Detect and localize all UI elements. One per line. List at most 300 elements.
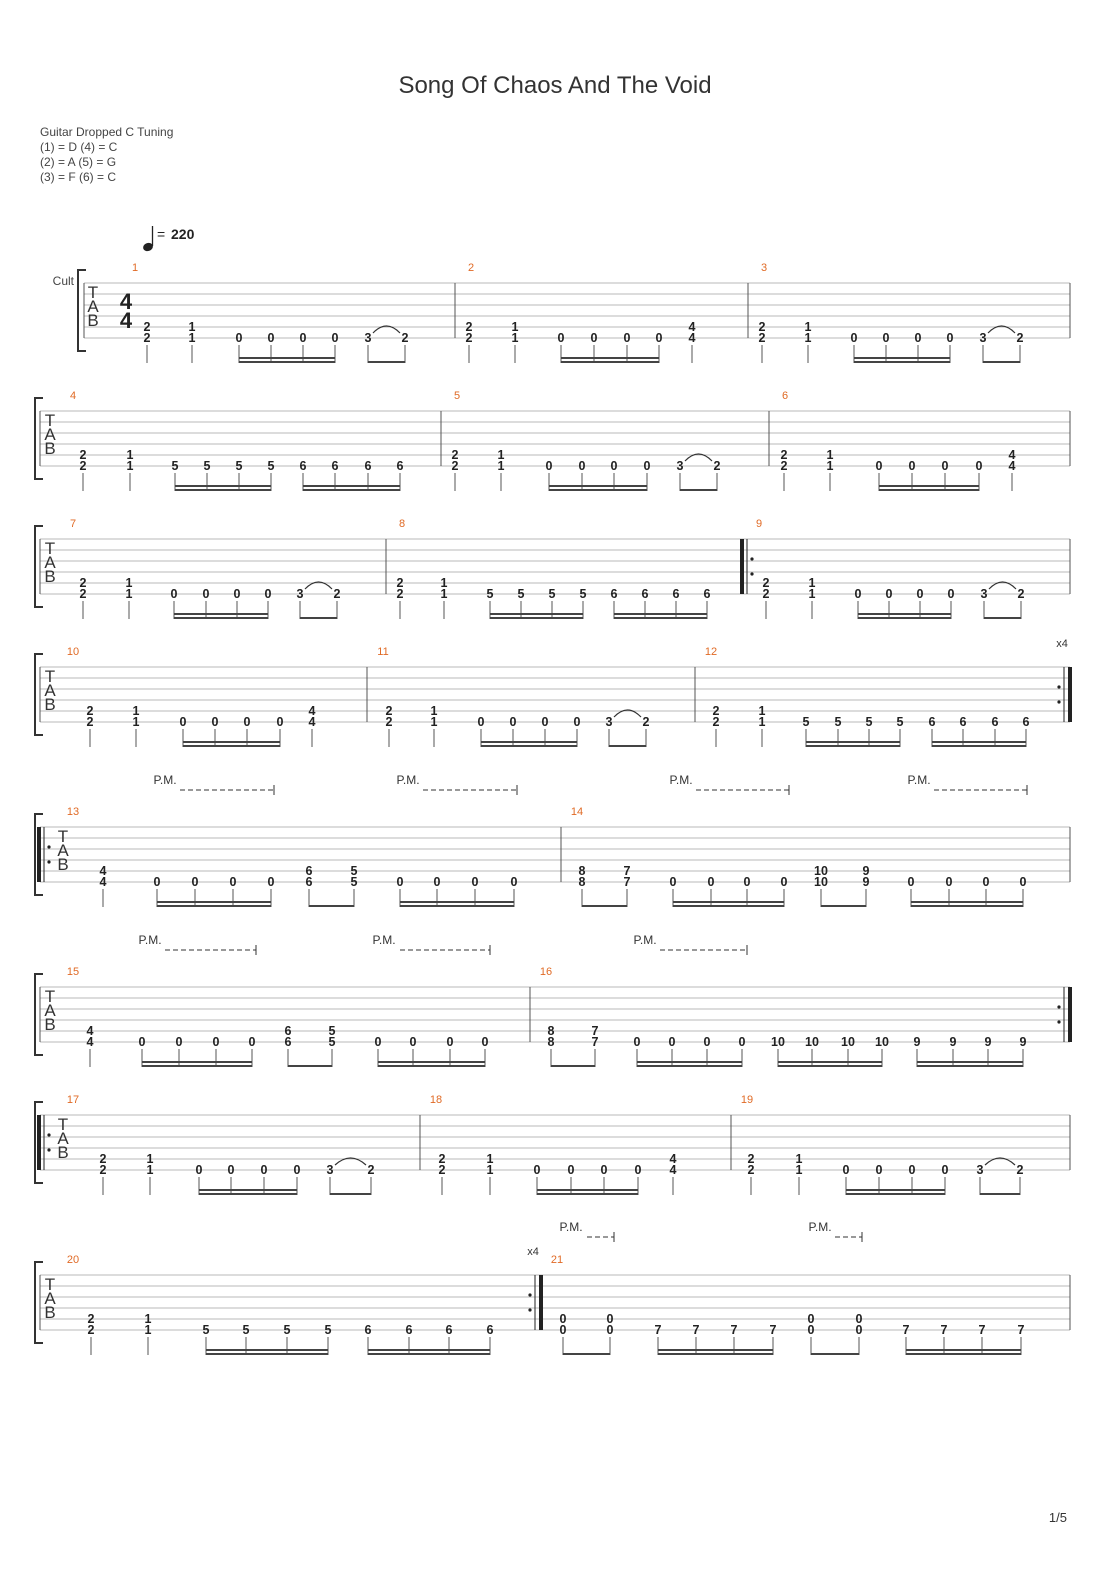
palm-mute-label: P.M. xyxy=(633,933,657,947)
fret-number: 4 xyxy=(86,1024,94,1038)
repeat-dot xyxy=(47,1148,50,1151)
tab-system xyxy=(35,518,1070,619)
fret-number: 7 xyxy=(769,1323,777,1337)
fret-number: 10 xyxy=(771,1035,785,1049)
fret-number: 0 xyxy=(703,1035,711,1049)
beam xyxy=(932,741,1026,743)
fret-number: 7 xyxy=(940,1323,948,1337)
fret-number: 2 xyxy=(758,331,766,345)
fret-number: 3 xyxy=(979,331,987,345)
fret-number: 3 xyxy=(364,331,372,345)
repeat-dot xyxy=(1057,1020,1060,1023)
fret-number: 5 xyxy=(324,1323,332,1337)
fret-number: 5 xyxy=(834,715,842,729)
fret-number: 0 xyxy=(738,1035,746,1049)
fret-number: 0 xyxy=(481,1035,489,1049)
beam xyxy=(658,1353,773,1355)
fret-number: 4 xyxy=(99,875,107,889)
fret-number: 9 xyxy=(862,875,870,889)
fret-number: 2 xyxy=(396,576,404,590)
fret-number: 0 xyxy=(557,331,565,345)
fret-number: 0 xyxy=(578,459,586,473)
fret-number: 0 xyxy=(264,587,272,601)
fret-number: 5 xyxy=(171,459,179,473)
fret-number: 2 xyxy=(438,1163,446,1177)
fret-number: 10 xyxy=(814,864,828,878)
tab-system xyxy=(35,773,1070,907)
fret-number: 0 xyxy=(855,1323,863,1337)
fret-number: 5 xyxy=(328,1035,336,1049)
measure-number: 7 xyxy=(69,518,77,530)
fret-number: 0 xyxy=(807,1323,815,1337)
tab-clef-letter: B xyxy=(87,311,99,330)
fret-number: 7 xyxy=(692,1323,700,1337)
fret-number: 6 xyxy=(405,1323,413,1337)
fret-number: 2 xyxy=(642,715,650,729)
beam xyxy=(537,1193,638,1195)
fret-number: 0 xyxy=(669,875,677,889)
beam xyxy=(821,905,866,907)
beam xyxy=(911,901,1023,903)
tab-clef-letter: T xyxy=(44,1275,56,1294)
fret-number: 7 xyxy=(978,1323,986,1337)
tuning-line: (1) = D (4) = C xyxy=(40,140,118,154)
fret-number: 6 xyxy=(299,459,307,473)
fret-number: 6 xyxy=(331,459,339,473)
tab-clef-letter: T xyxy=(87,283,99,302)
fret-number: 4 xyxy=(1008,459,1016,473)
fret-number: 7 xyxy=(654,1323,662,1337)
fret-number: 5 xyxy=(283,1323,291,1337)
fret-number: 4 xyxy=(688,331,696,345)
beam xyxy=(806,745,900,747)
fret-number: 0 xyxy=(634,1163,642,1177)
repeat-dot xyxy=(750,557,753,560)
fret-number: 0 xyxy=(533,1163,541,1177)
beam xyxy=(906,1349,1021,1351)
fret-number: 0 xyxy=(941,1163,949,1177)
fret-number: 5 xyxy=(235,459,243,473)
fret-number: 0 xyxy=(243,715,251,729)
fret-number: 0 xyxy=(600,1163,608,1177)
fret-number: 1 xyxy=(758,715,766,729)
fret-number: 0 xyxy=(202,587,210,601)
fret-number: 0 xyxy=(914,331,922,345)
fret-number: 0 xyxy=(374,1035,382,1049)
measure-number: 9 xyxy=(755,518,763,530)
fret-number: 2 xyxy=(396,587,404,601)
palm-mute-label: P.M. xyxy=(669,773,693,787)
fret-number: 0 xyxy=(541,715,549,729)
fret-number: 6 xyxy=(364,1323,372,1337)
palm-mute-label: P.M. xyxy=(396,773,420,787)
fret-number: 1 xyxy=(511,331,519,345)
time-signature-top: 4 xyxy=(119,289,133,314)
fret-number: 7 xyxy=(623,875,631,889)
fret-number: 1 xyxy=(126,459,134,473)
fret-number: 10 xyxy=(875,1035,889,1049)
beam xyxy=(911,905,1023,907)
tab-system xyxy=(35,638,1072,747)
fret-number: 0 xyxy=(975,459,983,473)
beam xyxy=(142,1065,252,1067)
measure-number: 18 xyxy=(429,1094,443,1106)
fret-number: 2 xyxy=(79,448,87,462)
fret-number: 2 xyxy=(762,576,770,590)
fret-number: 0 xyxy=(707,875,715,889)
fret-number: 0 xyxy=(267,875,275,889)
fret-number: 7 xyxy=(591,1035,599,1049)
repeat-dot xyxy=(47,860,50,863)
measure-number: 8 xyxy=(398,518,406,530)
fret-number: 0 xyxy=(509,715,517,729)
fret-number: 6 xyxy=(364,459,372,473)
fret-number: 2 xyxy=(79,576,87,590)
fret-number: 1 xyxy=(497,459,505,473)
tab-clef-letter: B xyxy=(44,695,56,714)
beam xyxy=(400,901,514,903)
fret-number: 1 xyxy=(795,1163,803,1177)
tab-clef-letter: A xyxy=(44,425,56,444)
fret-number: 4 xyxy=(308,704,316,718)
fret-number: 0 xyxy=(233,587,241,601)
beam xyxy=(174,613,268,615)
fret-number: 6 xyxy=(284,1024,292,1038)
beam xyxy=(854,357,950,359)
repeat-end-thick-bar xyxy=(1068,987,1072,1042)
tuning-line: (3) = F (6) = C xyxy=(40,170,117,184)
fret-number: 9 xyxy=(1019,1035,1027,1049)
fret-number: 5 xyxy=(579,587,587,601)
fret-number: 2 xyxy=(438,1152,446,1166)
fret-number: 0 xyxy=(227,1163,235,1177)
fret-number: 6 xyxy=(486,1323,494,1337)
tab-clef-letter: B xyxy=(44,1015,56,1034)
fret-number: 1 xyxy=(188,320,196,334)
beam xyxy=(490,613,583,615)
fret-number: 2 xyxy=(1016,331,1024,345)
tab-clef-letter: A xyxy=(44,681,56,700)
fret-number: 6 xyxy=(305,864,313,878)
tab-system xyxy=(35,390,1070,491)
tab-clef-letter: B xyxy=(44,439,56,458)
fret-number: 0 xyxy=(947,587,955,601)
fret-number: 0 xyxy=(916,587,924,601)
beam xyxy=(637,1061,742,1063)
fret-number: 0 xyxy=(211,715,219,729)
fret-number: 2 xyxy=(143,331,151,345)
page-number: 1/5 xyxy=(1048,1510,1067,1525)
fret-number: 0 xyxy=(655,331,663,345)
fret-number: 0 xyxy=(229,875,237,889)
fret-number: 2 xyxy=(1017,587,1025,601)
fret-number: 1 xyxy=(132,715,140,729)
tab-system xyxy=(53,226,1070,363)
fret-number: 0 xyxy=(248,1035,256,1049)
tab-clef-letter: T xyxy=(57,827,69,846)
beam xyxy=(239,361,335,363)
beam xyxy=(303,489,400,491)
system-bracket xyxy=(78,270,86,351)
tab-system xyxy=(35,1220,1070,1355)
beam xyxy=(549,489,647,491)
beam xyxy=(917,1065,1023,1067)
fret-number: 0 xyxy=(807,1312,815,1326)
measure-number: 2 xyxy=(467,262,475,274)
fret-number: 2 xyxy=(465,331,473,345)
beam xyxy=(481,745,577,747)
fret-number: 5 xyxy=(242,1323,250,1337)
beam xyxy=(984,617,1021,619)
fret-number: 0 xyxy=(780,875,788,889)
fret-number: 0 xyxy=(396,875,404,889)
fret-number: 0 xyxy=(623,331,631,345)
fret-number: 2 xyxy=(87,1312,95,1326)
fret-number: 7 xyxy=(730,1323,738,1337)
fret-number: 0 xyxy=(850,331,858,345)
beam xyxy=(561,361,659,363)
beam xyxy=(561,357,659,359)
fret-number: 6 xyxy=(396,459,404,473)
fret-number: 2 xyxy=(780,448,788,462)
fret-number: 0 xyxy=(907,875,915,889)
fret-number: 0 xyxy=(908,1163,916,1177)
fret-number: 0 xyxy=(606,1312,614,1326)
fret-number: 2 xyxy=(99,1163,107,1177)
fret-number: 3 xyxy=(296,587,304,601)
beam xyxy=(368,1349,490,1351)
fret-number: 2 xyxy=(143,320,151,334)
beam xyxy=(846,1189,945,1191)
tab-clef-letter: B xyxy=(57,1143,69,1162)
fret-number: 1 xyxy=(125,576,133,590)
measure-number: 10 xyxy=(66,646,80,658)
fret-number: 0 xyxy=(409,1035,417,1049)
fret-number: 6 xyxy=(305,875,313,889)
beam xyxy=(199,1193,297,1195)
fret-number: 2 xyxy=(712,704,720,718)
fret-number: 2 xyxy=(747,1163,755,1177)
fret-number: 5 xyxy=(548,587,556,601)
measure-number: 19 xyxy=(740,1094,754,1106)
tab-clef-letter: A xyxy=(44,1289,56,1308)
tuning-name: Guitar Dropped C Tuning xyxy=(40,125,174,139)
fret-number: 8 xyxy=(547,1024,555,1038)
fret-number: 0 xyxy=(1019,875,1027,889)
fret-number: 0 xyxy=(743,875,751,889)
fret-number: 1 xyxy=(440,587,448,601)
fret-number: 1 xyxy=(144,1312,152,1326)
fret-number: 0 xyxy=(477,715,485,729)
fret-number: 0 xyxy=(668,1035,676,1049)
beam xyxy=(609,745,646,747)
fret-number: 1 xyxy=(486,1152,494,1166)
fret-number: 5 xyxy=(350,875,358,889)
palm-mute-label: P.M. xyxy=(907,773,931,787)
fret-number: 0 xyxy=(138,1035,146,1049)
beam xyxy=(378,1065,485,1067)
fret-number: 1 xyxy=(497,448,505,462)
fret-number: 2 xyxy=(465,320,473,334)
beam xyxy=(288,1065,332,1067)
beam xyxy=(614,617,707,619)
fret-number: 6 xyxy=(1022,715,1030,729)
tab-clef-letter: A xyxy=(44,1001,56,1020)
palm-mute-label: P.M. xyxy=(153,773,177,787)
measure-number: 4 xyxy=(69,390,77,402)
fret-number: 1 xyxy=(440,576,448,590)
beam xyxy=(206,1353,328,1355)
fret-number: 2 xyxy=(780,459,788,473)
fret-number: 6 xyxy=(284,1035,292,1049)
fret-number: 0 xyxy=(545,459,553,473)
fret-number: 1 xyxy=(430,704,438,718)
fret-number: 0 xyxy=(573,715,581,729)
fret-number: 4 xyxy=(669,1163,677,1177)
fret-number: 1 xyxy=(826,459,834,473)
beam xyxy=(157,901,271,903)
fret-number: 1 xyxy=(758,704,766,718)
beam xyxy=(563,1353,610,1355)
fret-number: 4 xyxy=(669,1152,677,1166)
beam xyxy=(490,617,583,619)
fret-number: 0 xyxy=(559,1323,567,1337)
repeat-dot xyxy=(1057,1005,1060,1008)
tab-system xyxy=(35,1094,1070,1195)
fret-number: 1 xyxy=(132,704,140,718)
fret-number: 3 xyxy=(976,1163,984,1177)
fret-number: 9 xyxy=(949,1035,957,1049)
fret-number: 0 xyxy=(885,587,893,601)
repeat-start-thick-bar xyxy=(740,539,744,594)
repeat-count: x4 xyxy=(527,1246,539,1258)
beam xyxy=(858,617,951,619)
fret-number: 0 xyxy=(299,331,307,345)
beam xyxy=(673,905,784,907)
fret-number: 2 xyxy=(712,715,720,729)
tab-clef-letter: T xyxy=(44,411,56,430)
fret-number: 9 xyxy=(913,1035,921,1049)
tab-clef-letter: B xyxy=(57,855,69,874)
fret-number: 0 xyxy=(643,459,651,473)
palm-mute-label: P.M. xyxy=(372,933,396,947)
fret-number: 4 xyxy=(688,320,696,334)
beam xyxy=(142,1061,252,1063)
repeat-dot xyxy=(750,572,753,575)
system-bracket xyxy=(35,654,43,735)
measure-number: 5 xyxy=(453,390,461,402)
fret-number: 0 xyxy=(567,1163,575,1177)
beam xyxy=(983,361,1020,363)
system-bracket xyxy=(35,1262,43,1343)
beam xyxy=(551,1065,595,1067)
measure-number: 1 xyxy=(131,262,139,274)
beam xyxy=(303,485,400,487)
fret-number: 1 xyxy=(126,448,134,462)
beam xyxy=(368,361,405,363)
fret-number: 1 xyxy=(146,1152,154,1166)
fret-number: 5 xyxy=(517,587,525,601)
beam xyxy=(917,1061,1023,1063)
fret-number: 6 xyxy=(703,587,711,601)
measure-number: 11 xyxy=(377,646,389,658)
beam xyxy=(481,741,577,743)
fret-number: 4 xyxy=(308,715,316,729)
fret-number: 1 xyxy=(804,331,812,345)
palm-mute-label: P.M. xyxy=(808,1220,832,1234)
track-name: Cult xyxy=(52,274,74,288)
fret-number: 7 xyxy=(902,1323,910,1337)
beam xyxy=(549,485,647,487)
tab-clef-letter: B xyxy=(44,1303,56,1322)
fret-number: 6 xyxy=(928,715,936,729)
beam xyxy=(537,1189,638,1191)
measure-number: 15 xyxy=(66,966,80,978)
tab-clef-letter: T xyxy=(44,667,56,686)
fret-number: 1 xyxy=(125,587,133,601)
fret-number: 0 xyxy=(606,1323,614,1337)
fret-number: 2 xyxy=(1016,1163,1024,1177)
fret-number: 0 xyxy=(882,331,890,345)
fret-number: 5 xyxy=(203,459,211,473)
beam xyxy=(614,613,707,615)
fret-number: 2 xyxy=(79,587,87,601)
beam xyxy=(368,1353,490,1355)
fret-number: 4 xyxy=(1008,448,1016,462)
fret-number: 5 xyxy=(202,1323,210,1337)
fret-number: 0 xyxy=(293,1163,301,1177)
fret-number: 6 xyxy=(991,715,999,729)
fret-number: 0 xyxy=(610,459,618,473)
fret-number: 6 xyxy=(672,587,680,601)
fret-number: 8 xyxy=(578,864,586,878)
fret-number: 1 xyxy=(430,715,438,729)
fret-number: 1 xyxy=(804,320,812,334)
fret-number: 0 xyxy=(855,1312,863,1326)
beam xyxy=(879,485,979,487)
measure-number: 16 xyxy=(539,966,553,978)
beam xyxy=(175,489,271,491)
fret-number: 10 xyxy=(841,1035,855,1049)
fret-number: 2 xyxy=(87,1323,95,1337)
fret-number: 0 xyxy=(446,1035,454,1049)
beam xyxy=(300,617,337,619)
fret-number: 5 xyxy=(802,715,810,729)
beam xyxy=(811,1353,859,1355)
fret-number: 3 xyxy=(326,1163,334,1177)
beam xyxy=(183,741,280,743)
beam xyxy=(637,1065,742,1067)
fret-number: 0 xyxy=(633,1035,641,1049)
beam xyxy=(330,1193,371,1195)
beam xyxy=(400,905,514,907)
fret-number: 0 xyxy=(260,1163,268,1177)
fret-number: 0 xyxy=(170,587,178,601)
beam xyxy=(906,1353,1021,1355)
fret-number: 7 xyxy=(623,864,631,878)
tab-clef-letter: A xyxy=(57,1129,69,1148)
fret-number: 5 xyxy=(865,715,873,729)
fret-number: 5 xyxy=(486,587,494,601)
tempo-equals: = xyxy=(157,226,166,242)
beam xyxy=(309,905,354,907)
beam xyxy=(157,905,271,907)
tempo-value: 220 xyxy=(171,226,195,242)
fret-number: 0 xyxy=(212,1035,220,1049)
repeat-dot xyxy=(1057,685,1060,688)
fret-number: 1 xyxy=(146,1163,154,1177)
fret-number: 10 xyxy=(814,875,828,889)
